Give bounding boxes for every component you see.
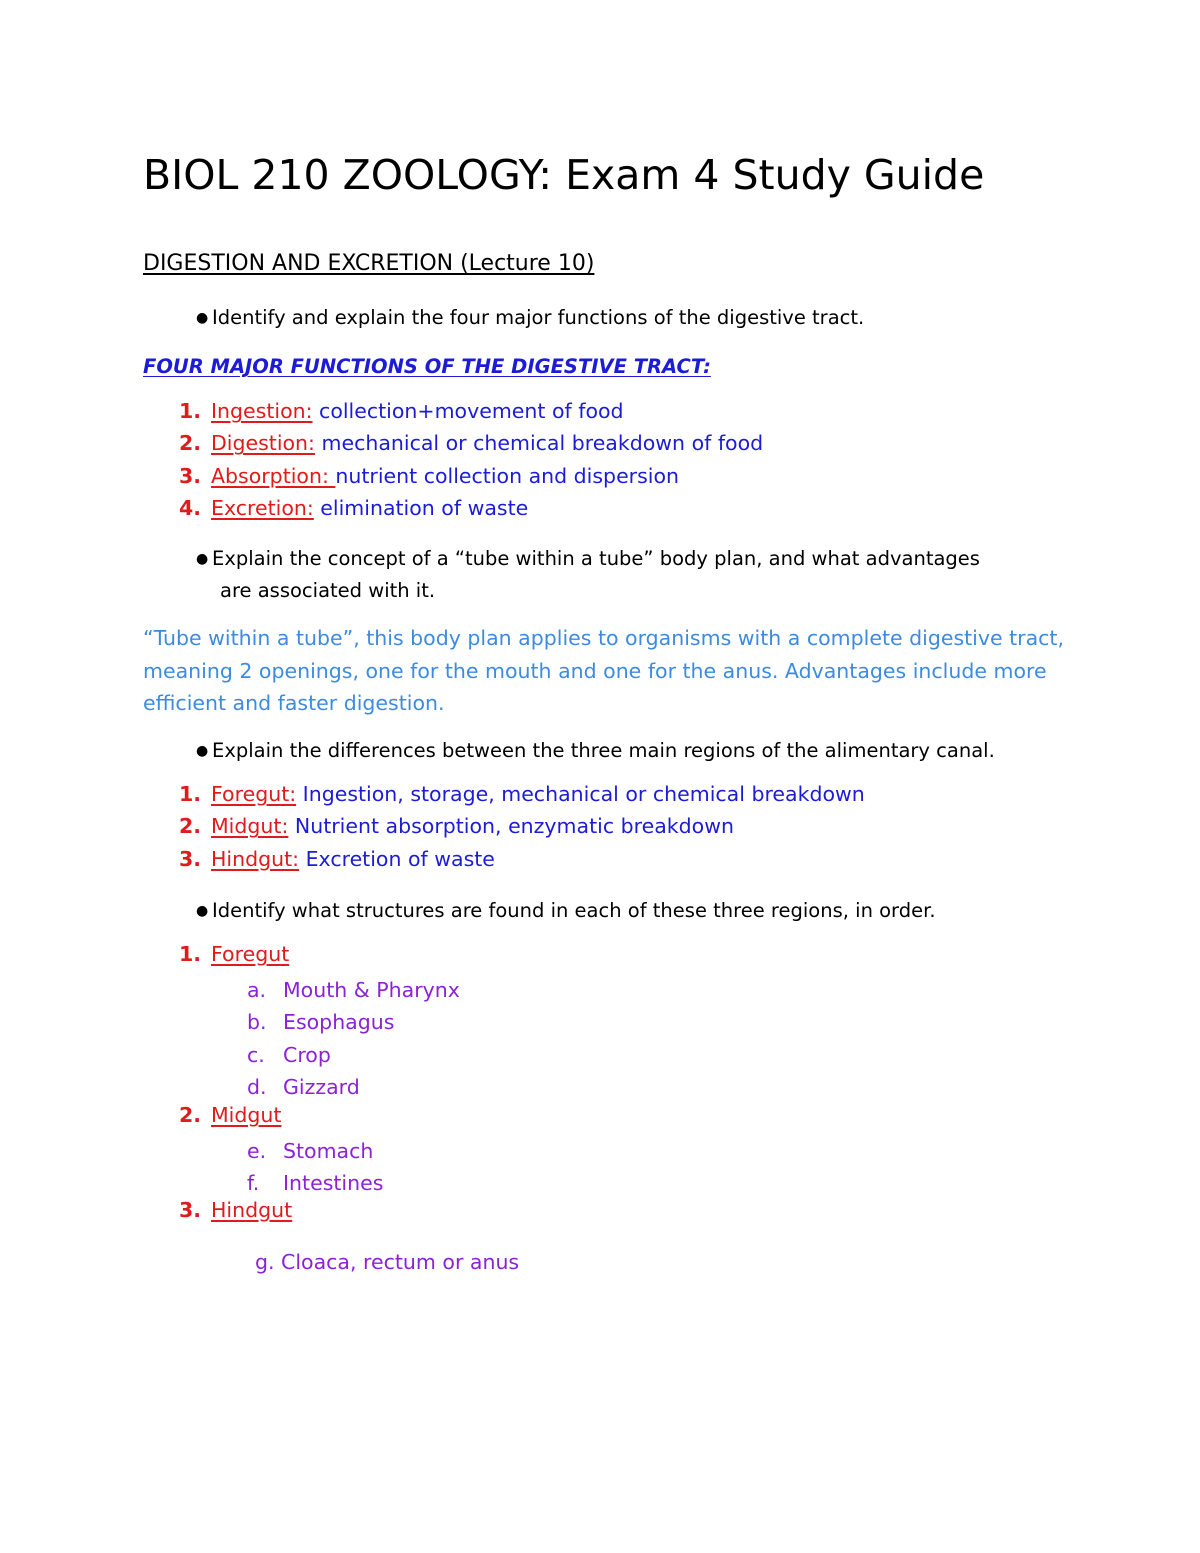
list-item bbox=[143, 1198, 292, 1230]
item-letter: d. bbox=[247, 1074, 267, 1099]
structures-midgut bbox=[143, 1103, 281, 1135]
regions-list bbox=[143, 782, 865, 879]
item-letter: a. bbox=[247, 978, 267, 1002]
list-item bbox=[247, 1135, 383, 1167]
bullet-text: Explain the concept of a “tube within a tube” body plan, and what advantages bbox=[212, 547, 980, 570]
item-term: Absorption: bbox=[211, 463, 336, 488]
item-number: 2. bbox=[179, 431, 202, 456]
functions-list bbox=[143, 399, 763, 528]
question-bullet-2 bbox=[196, 543, 1076, 606]
item-term: Excretion: bbox=[211, 495, 314, 520]
item-number: 2. bbox=[179, 814, 202, 839]
list-item bbox=[143, 1103, 281, 1135]
list-item bbox=[143, 847, 865, 879]
hindgut-structure-item: g. Cloaca, rectum or anus bbox=[255, 1250, 520, 1274]
item-letter: b. bbox=[247, 1010, 267, 1035]
bullet-icon: ● bbox=[196, 310, 209, 326]
section-heading: DIGESTION AND EXCRETION (Lecture 10) bbox=[143, 251, 595, 276]
item-text: Mouth & Pharynx bbox=[283, 978, 460, 1002]
item-term: Midgut bbox=[211, 1103, 282, 1127]
item-description: Ingestion, storage, mechanical or chemical breakdown bbox=[296, 782, 865, 806]
structures-hindgut bbox=[143, 1198, 292, 1230]
list-item bbox=[247, 1071, 460, 1103]
tube-within-tube-answer: “Tube within a tube”, this body plan applies to organisms with a complete digestive tract, meaning 2 openings, one for the mouth and one for the anus. Advantages include more efficient and faster digestion. bbox=[143, 626, 1064, 715]
item-text: Esophagus bbox=[283, 1010, 395, 1035]
item-description: mechanical or chemical breakdown of food bbox=[314, 431, 764, 456]
list-item bbox=[247, 1039, 460, 1071]
item-number: 2. bbox=[179, 1103, 202, 1127]
item-text: Stomach bbox=[283, 1139, 374, 1163]
item-number: 1. bbox=[179, 942, 202, 966]
item-text: Gizzard bbox=[283, 1074, 360, 1099]
list-item bbox=[247, 1167, 383, 1199]
item-number: 1. bbox=[179, 399, 202, 423]
list-item bbox=[143, 782, 865, 814]
functions-heading: FOUR MAJOR FUNCTIONS OF THE DIGESTIVE TRACT: bbox=[143, 355, 711, 378]
question-bullet-1 bbox=[196, 302, 1076, 334]
item-description: nutrient collection and dispersion bbox=[335, 463, 680, 488]
item-term: Hindgut bbox=[211, 1198, 293, 1222]
list-item bbox=[247, 1006, 460, 1038]
list-item bbox=[143, 814, 865, 846]
list-item bbox=[143, 464, 763, 496]
item-number: 3. bbox=[179, 846, 202, 871]
item-text: Crop bbox=[283, 1042, 331, 1067]
item-description: collection+movement of food bbox=[312, 399, 624, 423]
item-description: elimination of waste bbox=[313, 495, 529, 520]
item-term: Foregut bbox=[211, 942, 290, 966]
item-letter: e. bbox=[247, 1139, 267, 1163]
question-bullet-3 bbox=[196, 735, 1076, 767]
item-number: 3. bbox=[179, 463, 202, 488]
item-number: 4. bbox=[179, 495, 202, 520]
item-letter: f. bbox=[247, 1171, 260, 1196]
item-number: 1. bbox=[179, 782, 202, 806]
item-term: Foregut: bbox=[211, 782, 297, 806]
bullet-icon: ● bbox=[196, 551, 209, 567]
bullet-icon: ● bbox=[196, 743, 209, 759]
item-term: Hindgut: bbox=[211, 846, 300, 871]
item-letter: c. bbox=[247, 1042, 265, 1067]
item-description: Nutrient absorption, enzymatic breakdown bbox=[288, 814, 734, 839]
list-item bbox=[247, 974, 460, 1006]
midgut-structures-list bbox=[247, 1135, 383, 1200]
document-title: BIOL 210 ZOOLOGY: Exam 4 Study Guide bbox=[143, 151, 985, 199]
structures-foregut bbox=[143, 942, 289, 974]
item-term: Ingestion: bbox=[211, 399, 313, 423]
list-item bbox=[143, 496, 763, 528]
bullet-text: Explain the differences between the three main regions of the alimentary canal. bbox=[212, 739, 995, 762]
item-description: Excretion of waste bbox=[299, 846, 495, 871]
list-item bbox=[143, 399, 763, 431]
foregut-structures-list bbox=[247, 974, 460, 1103]
bullet-text: Identify what structures are found in each of these three regions, in order. bbox=[212, 899, 936, 922]
list-item bbox=[143, 431, 763, 463]
question-bullet-4 bbox=[196, 895, 1076, 927]
bullet-text-continued: are associated with it. bbox=[220, 579, 436, 602]
bullet-icon: ● bbox=[196, 903, 209, 919]
list-item bbox=[143, 942, 289, 974]
item-text: Intestines bbox=[283, 1171, 384, 1196]
item-term: Digestion: bbox=[211, 431, 315, 456]
item-term: Midgut: bbox=[211, 814, 289, 839]
item-number: 3. bbox=[179, 1198, 202, 1222]
bullet-text: Identify and explain the four major functions of the digestive tract. bbox=[212, 306, 865, 329]
